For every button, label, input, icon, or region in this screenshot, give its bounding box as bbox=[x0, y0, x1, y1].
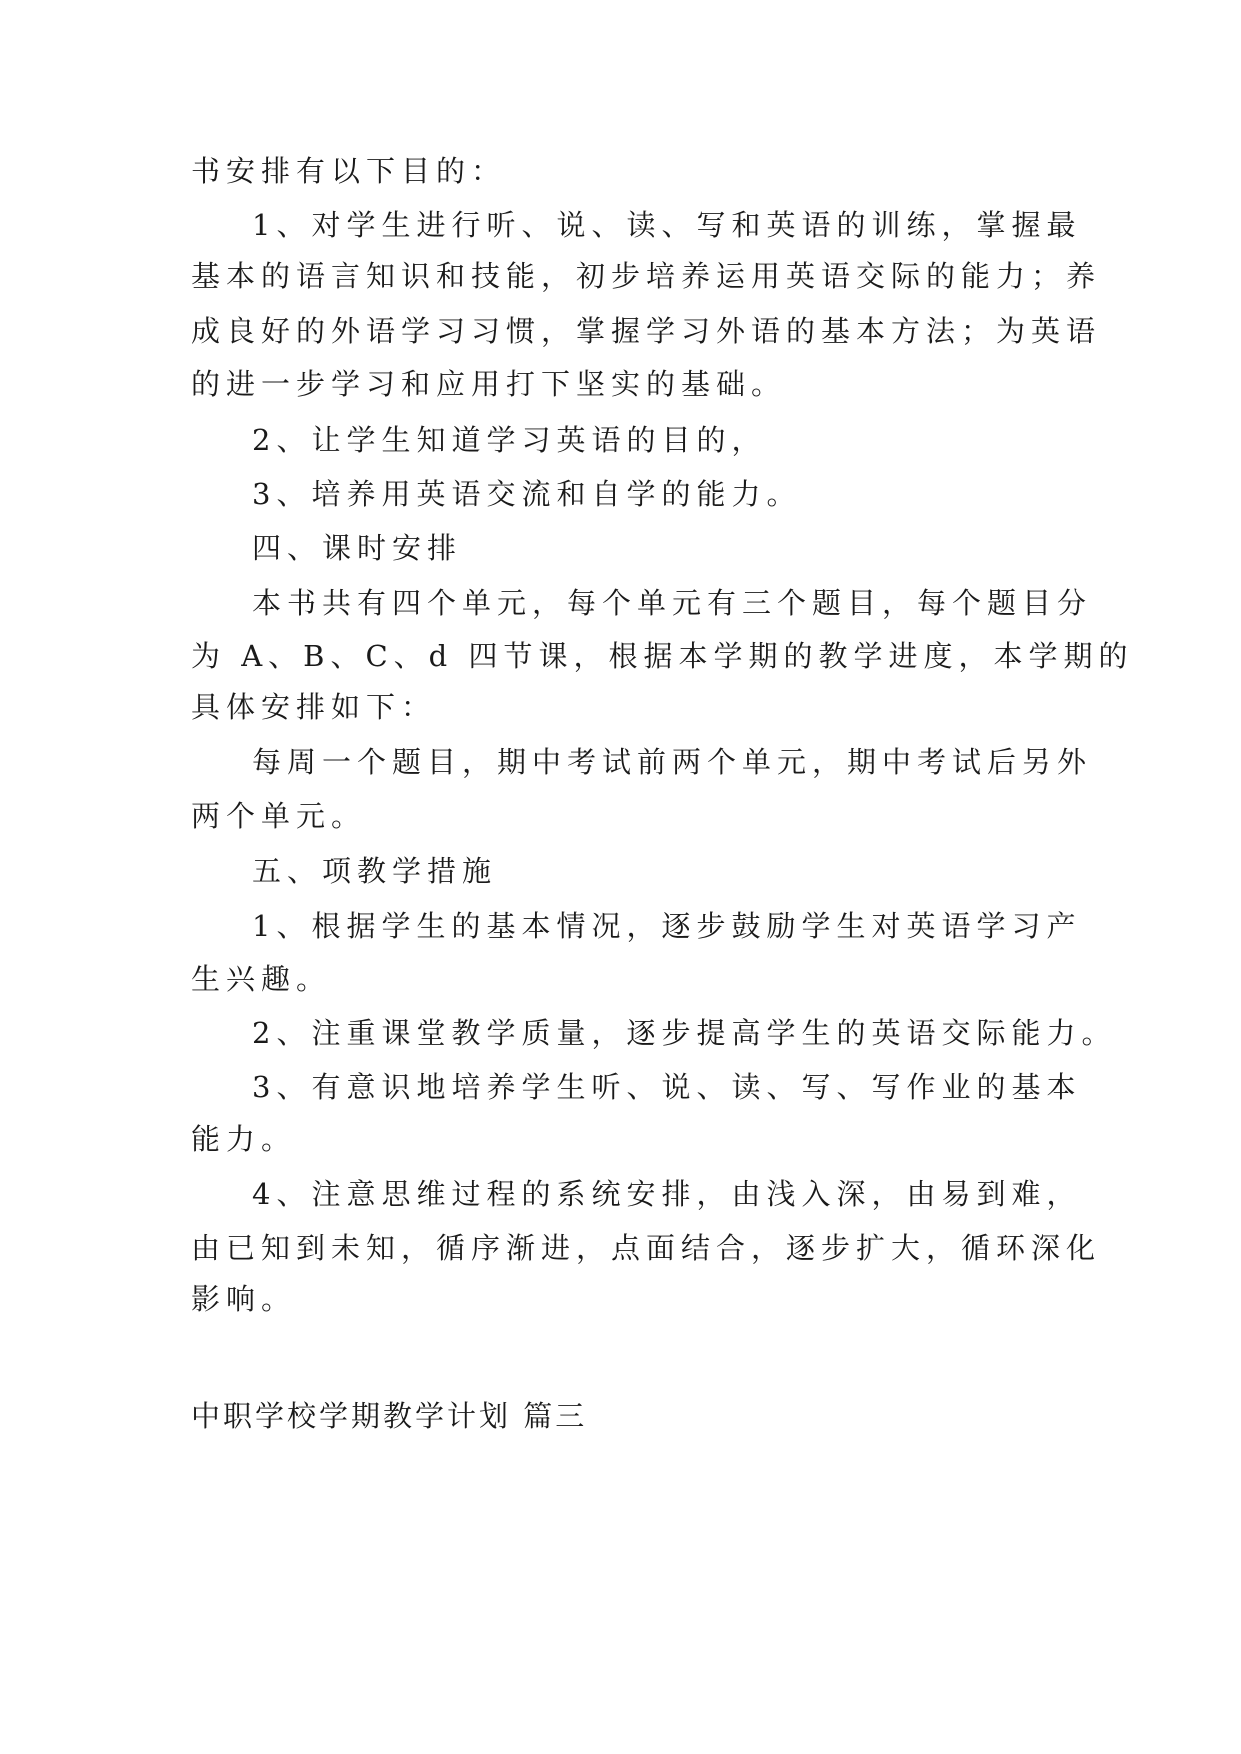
text-line: 能力。 bbox=[191, 1122, 297, 1156]
text-line: 两个单元。 bbox=[191, 799, 367, 833]
text-line: 影响。 bbox=[191, 1282, 297, 1316]
text-line: 每周一个题目，期中考试前两个单元，期中考试后另外 bbox=[252, 745, 1093, 779]
text-line: 成良好的外语学习习惯，掌握学习外语的基本方法；为英语 bbox=[191, 314, 1102, 348]
text-line: 2、注重课堂教学质量，逐步提高学生的英语交际能力。 bbox=[252, 1016, 1117, 1050]
text-line: 具体安排如下： bbox=[191, 690, 437, 724]
text-line: 为 A、B、C、d 四节课，根据本学期的教学进度，本学期的 bbox=[191, 639, 1134, 673]
text-line: 本书共有四个单元，每个单元有三个题目，每个题目分 bbox=[252, 586, 1093, 620]
text-line: 3、培养用英语交流和自学的能力。 bbox=[252, 477, 802, 511]
text-line: 4、注意思维过程的系统安排，由浅入深，由易到难， bbox=[252, 1177, 1082, 1211]
text-line: 2、让学生知道学习英语的目的， bbox=[252, 423, 767, 457]
text-line: 1、根据学生的基本情况，逐步鼓励学生对英语学习产 bbox=[252, 909, 1082, 943]
text-line: 书安排有以下目的： bbox=[191, 154, 507, 188]
text-line: 基本的语言知识和技能，初步培养运用英语交际的能力；养 bbox=[191, 259, 1102, 293]
text-line: 四、课时安排 bbox=[252, 531, 463, 565]
text-line: 生兴趣。 bbox=[191, 962, 332, 996]
text-line: 1、对学生进行听、说、读、写和英语的训练，掌握最 bbox=[252, 208, 1082, 242]
text-line: 五、项教学措施 bbox=[252, 854, 498, 888]
section-heading: 中职学校学期教学计划 篇三 bbox=[191, 1399, 588, 1433]
text-line: 的进一步学习和应用打下坚实的基础。 bbox=[191, 367, 787, 401]
text-line: 3、有意识地培养学生听、说、读、写、写作业的基本 bbox=[252, 1070, 1082, 1104]
text-line: 由已知到未知，循序渐进，点面结合，逐步扩大，循环深化 bbox=[191, 1231, 1102, 1265]
